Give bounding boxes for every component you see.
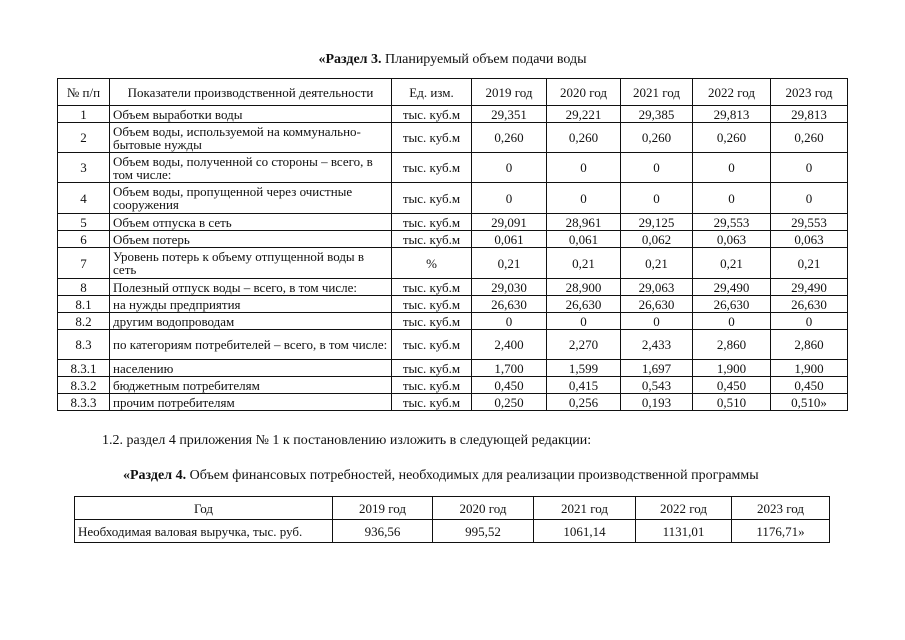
row-number-cell: 2 [58, 123, 110, 153]
value-cell: 2,270 [547, 330, 621, 360]
value-cell: 0,250 [472, 394, 547, 411]
value-cell: 26,630 [771, 296, 848, 313]
header-cell: 2019 год [333, 497, 433, 520]
unit-cell: тыс. куб.м [392, 214, 472, 231]
indicator-cell: Объем отпуска в сеть [110, 214, 392, 231]
table-row [58, 231, 848, 248]
table-row [58, 330, 848, 360]
value-cell: 2,860 [693, 330, 771, 360]
value-cell: 0 [547, 153, 621, 183]
value-cell: 0,260 [621, 123, 693, 153]
value-cell: 29,490 [693, 279, 771, 296]
row-number-cell: 1 [58, 106, 110, 123]
value-cell: 0 [547, 183, 621, 214]
value-cell: 0,510 [693, 394, 771, 411]
table-row [58, 296, 848, 313]
table-cell: 995,52 [433, 520, 534, 543]
value-cell: 0,450 [693, 377, 771, 394]
unit-cell: тыс. куб.м [392, 360, 472, 377]
table-row [58, 153, 848, 183]
section4-title-bold: «Раздел 4. [123, 468, 187, 483]
value-cell: 0,061 [547, 231, 621, 248]
value-cell: 0,21 [693, 248, 771, 279]
header-cell: 2020 год [433, 497, 534, 520]
value-cell: 0,415 [547, 377, 621, 394]
value-cell: 2,860 [771, 330, 848, 360]
value-cell: 29,385 [621, 106, 693, 123]
unit-cell: тыс. куб.м [392, 296, 472, 313]
water-supply-table [57, 78, 848, 411]
unit-cell: тыс. куб.м [392, 106, 472, 123]
value-cell: 1,900 [693, 360, 771, 377]
value-cell: 1,900 [771, 360, 848, 377]
indicator-cell: другим водопроводам [110, 313, 392, 330]
paragraph-text: 1.2. раздел 4 приложения № 1 к постановлению изложить в следующей редакции: [102, 433, 592, 448]
value-cell: 26,630 [621, 296, 693, 313]
unit-cell: % [392, 248, 472, 279]
value-cell: 0,21 [621, 248, 693, 279]
table-row [58, 214, 848, 231]
indicator-cell: Объем воды, пропущенной через очистные сооружения [110, 183, 392, 214]
row-number-cell: 4 [58, 183, 110, 214]
section3-title [0, 51, 905, 69]
header-cell: 2022 год [693, 79, 771, 106]
indicator-cell: прочим потребителям [110, 394, 392, 411]
row-number-cell: 8.3.1 [58, 360, 110, 377]
unit-cell: тыс. куб.м [392, 231, 472, 248]
value-cell: 0,063 [693, 231, 771, 248]
row-number-cell: 6 [58, 231, 110, 248]
value-cell: 29,091 [472, 214, 547, 231]
table-row [58, 183, 848, 214]
value-cell: 28,961 [547, 214, 621, 231]
header-cell: Ед. изм. [392, 79, 472, 106]
value-cell: 0,21 [472, 248, 547, 279]
value-cell: 0,063 [771, 231, 848, 248]
unit-cell: тыс. куб.м [392, 279, 472, 296]
value-cell: 1,697 [621, 360, 693, 377]
value-cell: 1,599 [547, 360, 621, 377]
section3-title-text: Планируемый объем подачи воды [381, 52, 587, 67]
indicator-cell: Уровень потерь к объему отпущенной воды в сеть [110, 248, 392, 279]
table-header-row [58, 79, 848, 106]
indicator-cell: Объем потерь [110, 231, 392, 248]
table-row [58, 377, 848, 394]
value-cell: 0 [472, 313, 547, 330]
row-number-cell: 8.1 [58, 296, 110, 313]
header-cell: 2021 год [621, 79, 693, 106]
unit-cell: тыс. куб.м [392, 394, 472, 411]
value-cell: 26,630 [547, 296, 621, 313]
table-cell: 1131,01 [636, 520, 732, 543]
table-row [58, 360, 848, 377]
indicator-cell: населению [110, 360, 392, 377]
table-row [58, 279, 848, 296]
value-cell: 0,21 [771, 248, 848, 279]
value-cell: 0,193 [621, 394, 693, 411]
indicator-cell: Объем выработки воды [110, 106, 392, 123]
value-cell: 29,813 [771, 106, 848, 123]
value-cell: 0,510» [771, 394, 848, 411]
value-cell: 0 [771, 153, 848, 183]
value-cell: 0,260 [472, 123, 547, 153]
value-cell: 29,125 [621, 214, 693, 231]
header-cell: 2023 год [732, 497, 830, 520]
table-row [58, 106, 848, 123]
value-cell: 0,260 [693, 123, 771, 153]
value-cell: 0 [472, 183, 547, 214]
value-cell: 29,553 [771, 214, 848, 231]
unit-cell: тыс. куб.м [392, 123, 472, 153]
value-cell: 0 [693, 153, 771, 183]
indicator-cell: Объем воды, используемой на коммунально-бытовые нужды [110, 123, 392, 153]
value-cell: 0 [771, 183, 848, 214]
header-cell: № п/п [58, 79, 110, 106]
financial-needs-table [74, 496, 830, 543]
value-cell: 0,260 [547, 123, 621, 153]
unit-cell: тыс. куб.м [392, 330, 472, 360]
value-cell: 0,450 [472, 377, 547, 394]
value-cell: 29,813 [693, 106, 771, 123]
value-cell: 29,063 [621, 279, 693, 296]
section4-title-text: Объем финансовых потребностей, необходимых для реализации производственной программы [186, 468, 759, 483]
indicator-cell: на нужды предприятия [110, 296, 392, 313]
indicator-cell: по категориям потребителей – всего, в том числе: [110, 330, 392, 360]
value-cell: 26,630 [693, 296, 771, 313]
table-body [58, 106, 848, 411]
row-number-cell: 8.2 [58, 313, 110, 330]
row-number-cell: 8.3.2 [58, 377, 110, 394]
value-cell: 0 [621, 153, 693, 183]
table-cell: 1061,14 [534, 520, 636, 543]
table-row [75, 520, 830, 543]
table-cell: Необходимая валовая выручка, тыс. руб. [75, 520, 333, 543]
row-number-cell: 3 [58, 153, 110, 183]
unit-cell: тыс. куб.м [392, 313, 472, 330]
table-row [58, 313, 848, 330]
table-cell: 1176,71» [732, 520, 830, 543]
value-cell: 0,450 [771, 377, 848, 394]
header-cell: Показатели производственной деятельности [110, 79, 392, 106]
value-cell: 29,351 [472, 106, 547, 123]
indicator-cell: бюджетным потребителям [110, 377, 392, 394]
header-cell: Год [75, 497, 333, 520]
row-number-cell: 8.3 [58, 330, 110, 360]
value-cell: 0 [621, 313, 693, 330]
table-row [58, 248, 848, 279]
value-cell: 0 [621, 183, 693, 214]
row-number-cell: 8 [58, 279, 110, 296]
value-cell: 0,260 [771, 123, 848, 153]
value-cell: 29,221 [547, 106, 621, 123]
value-cell: 2,433 [621, 330, 693, 360]
table-cell: 936,56 [333, 520, 433, 543]
value-cell: 0,21 [547, 248, 621, 279]
section3-title-bold: «Раздел 3. [318, 52, 382, 67]
value-cell: 0 [771, 313, 848, 330]
unit-cell: тыс. куб.м [392, 183, 472, 214]
value-cell: 2,400 [472, 330, 547, 360]
value-cell: 0,062 [621, 231, 693, 248]
table-row [58, 123, 848, 153]
value-cell: 0 [693, 183, 771, 214]
row-number-cell: 5 [58, 214, 110, 231]
row-number-cell: 8.3.3 [58, 394, 110, 411]
value-cell: 0 [472, 153, 547, 183]
value-cell: 29,030 [472, 279, 547, 296]
value-cell: 1,700 [472, 360, 547, 377]
value-cell: 0,256 [547, 394, 621, 411]
row-number-cell: 7 [58, 248, 110, 279]
table-row [58, 394, 848, 411]
value-cell: 0 [547, 313, 621, 330]
value-cell: 0,543 [621, 377, 693, 394]
header-cell: 2021 год [534, 497, 636, 520]
table-header-row [75, 497, 830, 520]
unit-cell: тыс. куб.м [392, 377, 472, 394]
indicator-cell: Полезный отпуск воды – всего, в том числе: [110, 279, 392, 296]
value-cell: 28,900 [547, 279, 621, 296]
value-cell: 0 [693, 313, 771, 330]
indicator-cell: Объем воды, полученной со стороны – всего, в том числе: [110, 153, 392, 183]
header-cell: 2023 год [771, 79, 848, 106]
unit-cell: тыс. куб.м [392, 153, 472, 183]
header-cell: 2022 год [636, 497, 732, 520]
section4-title [123, 467, 759, 485]
header-cell: 2020 год [547, 79, 621, 106]
value-cell: 0,061 [472, 231, 547, 248]
header-cell: 2019 год [472, 79, 547, 106]
value-cell: 29,553 [693, 214, 771, 231]
value-cell: 29,490 [771, 279, 848, 296]
value-cell: 26,630 [472, 296, 547, 313]
